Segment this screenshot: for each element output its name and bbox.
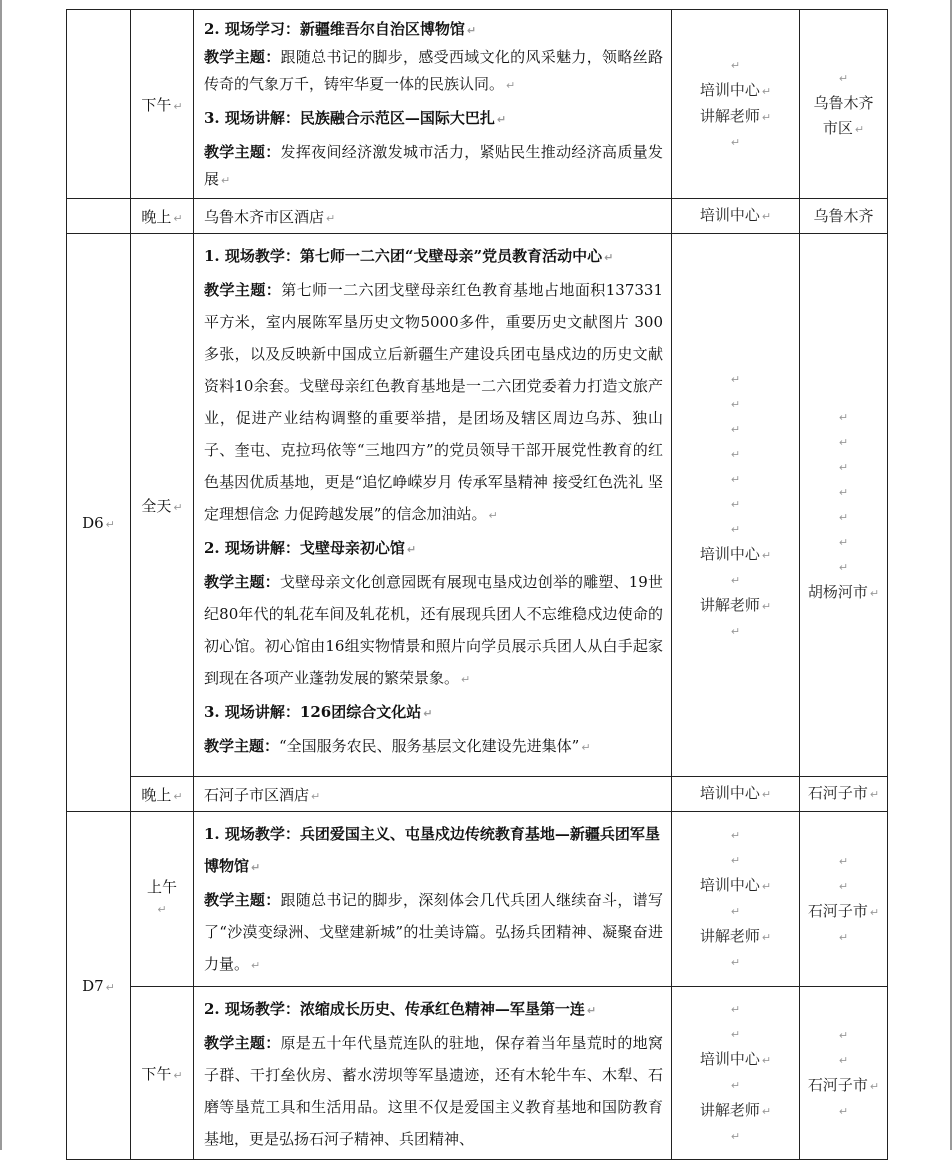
item-theme: 教学主题：第七师一二六团戈壁母亲红色教育基地占地面积137331平方米，室内展陈军垦历史文物5000多件，重要历史文献图片 300 多张，以及反映新中国成立后新疆生产建设兵团屯垦戍边的历史文献资料10余套。戈壁母亲红色教育基地是一二六团党委着力打造文旅产业，促进产业结构调整的重要举措，是团场及辖区周边乌苏、独山子、奎屯、克拉玛依等“三地四方”的党员领导干部开展党性教育的红色基因优质基地，更是“追忆峥嵘岁月 传承军垦精神 接受红色洗礼 坚定理想信念 力促跨越发展”的信念加油站。 ↵ <box>204 281 663 523</box>
time-cell: 下午 ↵ <box>131 10 194 199</box>
table-row <box>67 10 888 199</box>
item-title: 1. 现场教学：兵团爱国主义、屯垦戍边传统教育基地—新疆兵团军垦博物馆 ↵ <box>204 825 660 875</box>
location-cell: ↵ ↵ 石河子市 ↵ ↵ <box>800 812 888 987</box>
table-row <box>67 199 888 234</box>
item-theme: 教学主题：跟随总书记的脚步，深刻体会几代兵团人继续奋斗，谱写了“沙漠变绿洲、戈壁建新城”的壮美诗篇。弘扬兵团精神、凝聚奋进力量。 ↵ <box>204 891 663 973</box>
location-cell: 乌鲁木齐 <box>800 199 888 234</box>
day-cell: D6 ↵ <box>67 234 131 812</box>
responsible-cell: 培训中心 ↵ <box>672 199 800 234</box>
item-title: 1. 现场教学：第七师一二六团“戈壁母亲”党员教育活动中心 ↵ <box>204 247 614 265</box>
responsible-cell: ↵ ↵ 培训中心 ↵ ↵ 讲解老师 ↵ ↵ <box>672 812 800 987</box>
time-cell: 晚上 ↵ <box>131 777 194 812</box>
item-theme: 教学主题：发挥夜间经济激发城市活力，紧贴民生推动经济高质量发展 ↵ <box>204 143 663 188</box>
item-theme: 教学主题：“全国服务农民、服务基层文化建设先进集体” ↵ <box>204 737 591 755</box>
day-cell <box>67 10 131 199</box>
item-title: 3. 现场讲解：民族融合示范区—国际大巴扎 ↵ <box>204 109 507 127</box>
content-cell <box>194 987 672 1160</box>
table-row <box>67 234 888 777</box>
day-cell <box>67 199 131 234</box>
responsible-cell: 培训中心 ↵ <box>672 777 800 812</box>
content-cell <box>194 10 672 199</box>
schedule-table <box>66 9 888 1160</box>
location-cell: ↵ ↵ ↵ ↵ ↵ ↵ ↵ 胡杨河市 ↵ <box>800 234 888 777</box>
responsible-cell: ↵ 培训中心 ↵ 讲解老师 ↵ ↵ <box>672 10 800 199</box>
item-theme: 教学主题：跟随总书记的脚步，感受西域文化的风采魅力，领略丝路传奇的气象万千，铸牢华夏一体的民族认同。 ↵ <box>204 48 663 93</box>
content-cell: 石河子市区酒店 ↵ <box>194 777 672 812</box>
time-cell: 晚上 ↵ <box>131 199 194 234</box>
table-row <box>67 987 888 1160</box>
time-cell: 上午 ↵ <box>131 812 194 987</box>
item-theme: 教学主题：戈壁母亲文化创意园既有展现屯垦戍边创举的雕塑、19世纪80年代的轧花车间及轧花机，还有展现兵团人不忘维稳戍边使命的初心馆。初心馆由16组实物情景和照片向学员展示兵团人从白手起家到现在各项产业蓬勃发展的繁荣景象。 ↵ <box>204 573 663 687</box>
content-cell: 乌鲁木齐市区酒店 ↵ <box>194 199 672 234</box>
item-title: 2. 现场学习：新疆维吾尔自治区博物馆 ↵ <box>204 20 477 38</box>
location-cell: ↵ 乌鲁木齐 市区 ↵ <box>800 10 888 199</box>
responsible-cell: ↵ ↵ ↵ ↵ ↵ ↵ ↵ 培训中心 ↵ ↵ 讲解老师 ↵ ↵ <box>672 234 800 777</box>
page-frame-left <box>0 0 2 1150</box>
item-title: 2. 现场讲解：戈壁母亲初心馆 ↵ <box>204 539 417 557</box>
item-title: 2. 现场教学：浓缩成长历史、传承红色精神—军垦第一连 ↵ <box>204 1000 597 1018</box>
item-title: 3. 现场讲解：126团综合文化站 ↵ <box>204 703 433 721</box>
location-cell: ↵ ↵ 石河子市 ↵ ↵ <box>800 987 888 1160</box>
table-row <box>67 777 888 812</box>
location-cell: 石河子市 ↵ <box>800 777 888 812</box>
responsible-cell: ↵ ↵ 培训中心 ↵ ↵ 讲解老师 ↵ ↵ <box>672 987 800 1160</box>
table-row <box>67 812 888 987</box>
day-cell: D7 ↵ <box>67 812 131 1160</box>
item-theme: 教学主题：原是五十年代垦荒连队的驻地，保存着当年垦荒时的地窝子群、干打垒伙房、蓄水涝坝等军垦遗迹，还有木轮牛车、木犁、石磨等垦荒工具和生活用品。这里不仅是爱国主义教育基地和国防教育基地，更是弘扬石河子精神、兵团精神、 <box>204 1034 663 1148</box>
content-cell <box>194 812 672 987</box>
time-cell: 全天 ↵ <box>131 234 194 777</box>
time-cell: 下午 ↵ <box>131 987 194 1160</box>
content-cell <box>194 234 672 777</box>
